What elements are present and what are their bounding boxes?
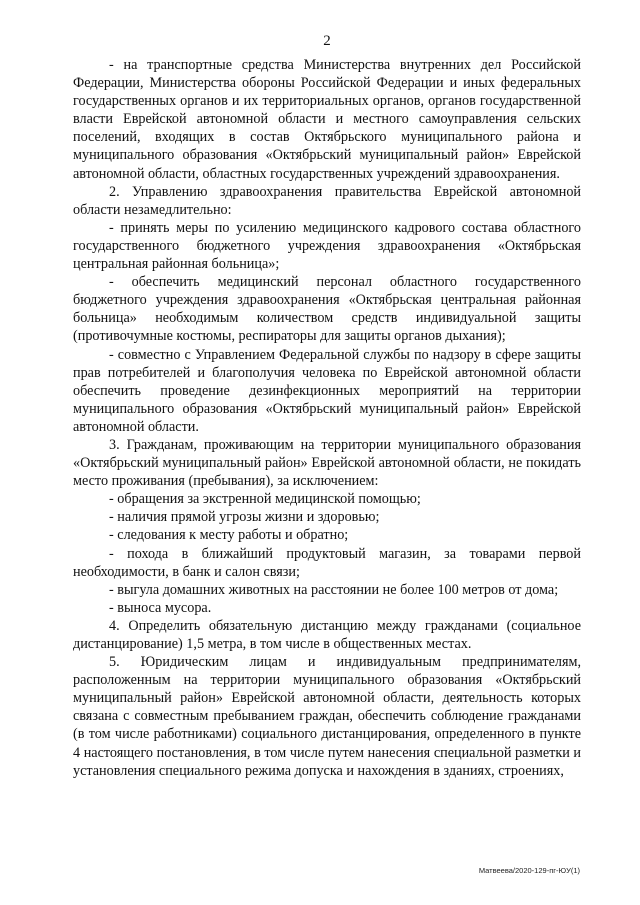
paragraph-item-4-distance: 4. Определить обязательную дистанцию между гражданами (социальное дистанцирование) 1,5 метра, в том числе в общественных местах. <box>73 617 581 652</box>
list-item-commute: - следования к месту работы и обратно; <box>109 527 349 544</box>
paragraph-item-5-businesses: 5. Юридическим лицам и индивидуальным предпринимателям, расположенным на территории муниципального образования «Октябрьский муниципальный район» Еврейской автономной области, деятельность которых связана с совместным пребыванием граждан, обеспечить соблюдение гражданами (в том числе работниками) социального дистанцирования, определенного в пункте 4 настоящего постановления, в том числе путем нанесения специальной разметки и установления специального режима допуска и нахождения в зданиях, строениях, <box>73 654 581 779</box>
paragraph-item-2-heading: 2. Управлению здравоохранения правительства Еврейской автономной области незамедлительно: <box>73 183 581 218</box>
page-number: 2 <box>323 33 331 49</box>
list-item-shopping: - похода в ближайший продуктовый магазин, за товарами первой необходимости, в банк и салон связи; <box>73 545 581 580</box>
list-item-garbage: - выноса мусора. <box>109 599 212 616</box>
paragraph-protective-equipment: - обеспечить медицинский персонал областного государственного бюджетного учреждения здравоохранения «Октябрьская центральная районная больница» необходимым количеством средств индивидуальной защиты (противочумные костюмы, респираторы для защиты органов дыхания); <box>73 274 581 345</box>
list-item-pet-walking: - выгула домашних животных на расстоянии не более 100 метров от дома; <box>109 581 559 598</box>
paragraph-medical-staff: - принять меры по усилению медицинского кадрового состава областного государственного бюджетного учреждения здравоохранения «Октябрьская центральная районная больница»; <box>73 219 581 273</box>
paragraph-transport-exemption: - на транспортные средства Министерства внутренних дел Российской Федерации, Министерства обороны Российской Федерации и иных федеральных государственных органов и их территориальных органов, органов государственной власти Еврейской автономной области и местного самоуправления сельских поселений, входящих в состав Октябрьского муниципального района и муниципального образования «Октябрьский муниципальный район» Еврейской автономной области, областных государственных учреждений здравоохранения. <box>73 57 581 182</box>
paragraph-disinfection: - совместно с Управлением Федеральной службы по надзору в сфере защиты прав потребителей и благополучия человека по Еврейской автономной области обеспечить проведение дезинфекционных мероприятий на территории муниципального образования «Октябрьский муниципальный район» Еврейской автономной области. <box>73 346 581 435</box>
paragraph-item-3-heading: 3. Гражданам, проживающим на территории муниципального образования «Октябрьский муниципальный район» Еврейской автономной области, не покидать место проживания (пребывания), за исключением: <box>73 436 581 490</box>
document-reference-code: Матвеева/2020-129-пг-ЮУ(1) <box>478 866 580 875</box>
list-item-direct-threat: - наличия прямой угрозы жизни и здоровью; <box>109 509 380 526</box>
list-item-emergency-care: - обращения за экстренной медицинской помощью; <box>109 491 421 508</box>
